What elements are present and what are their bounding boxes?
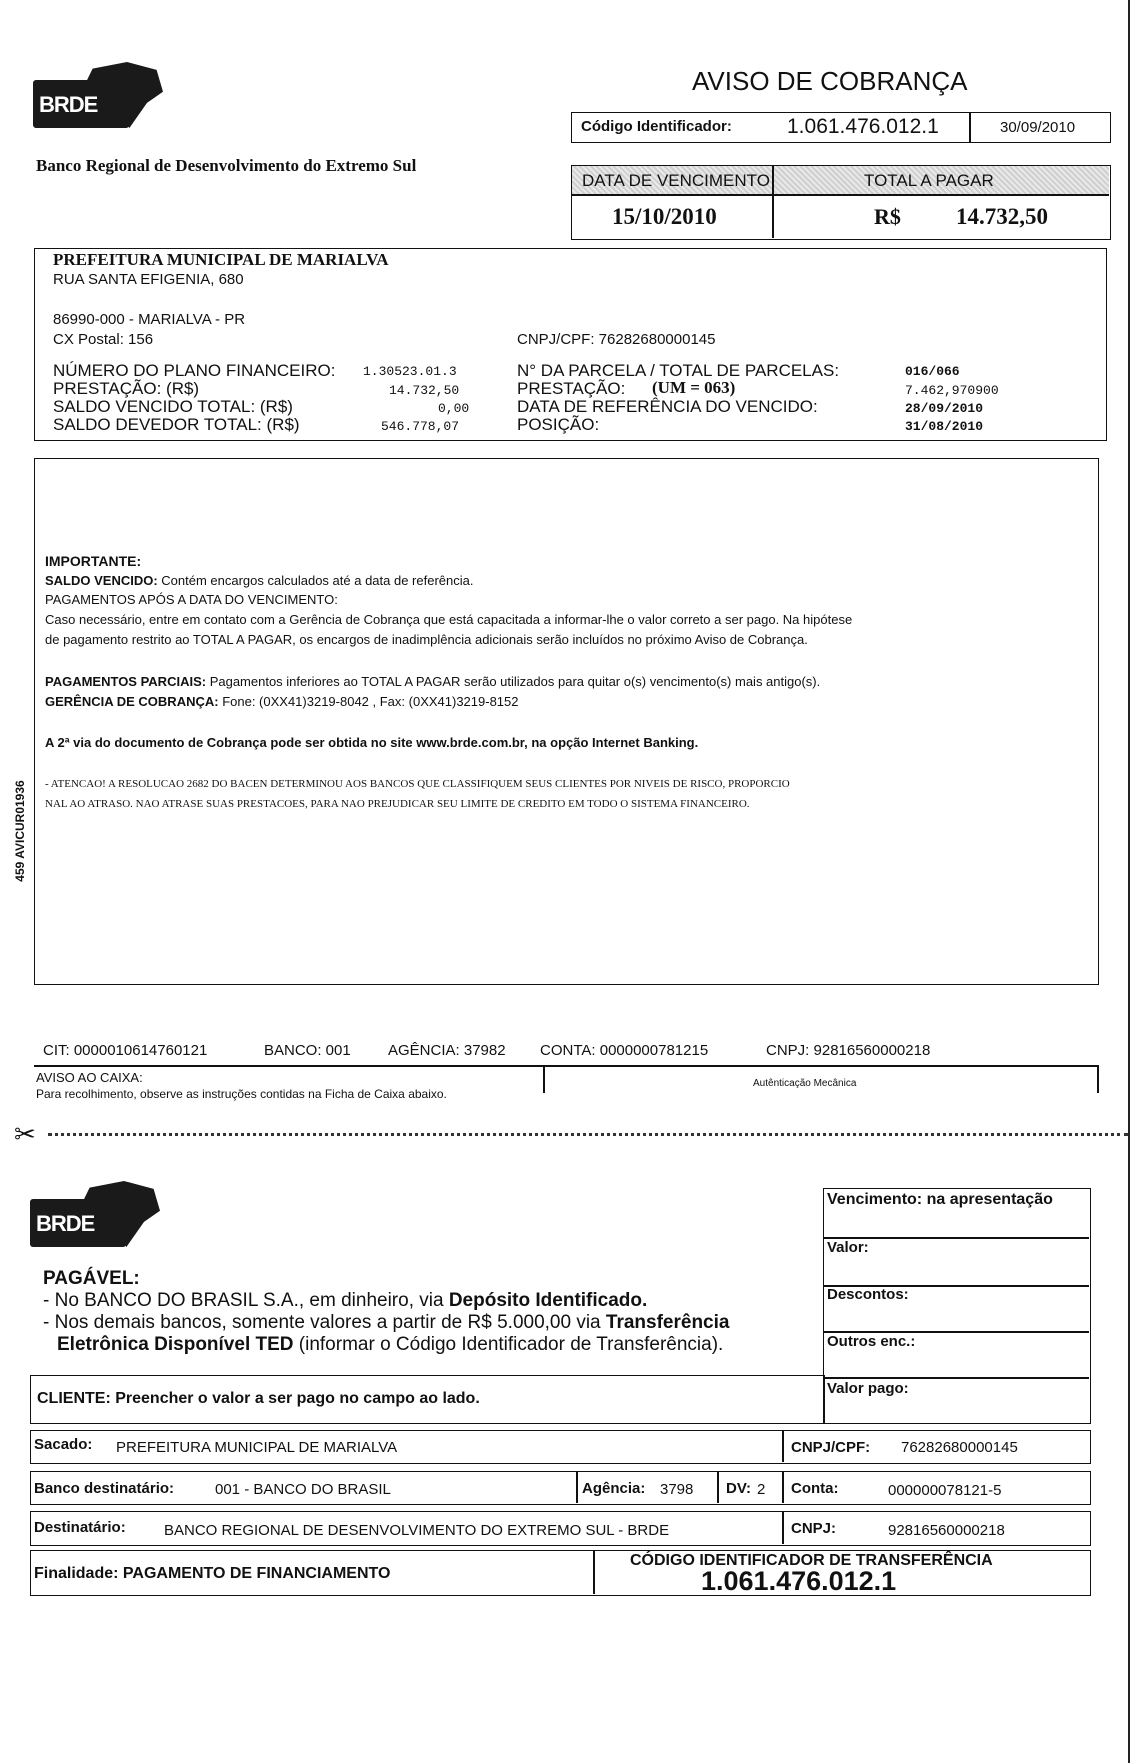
field-valor[interactable]: Valor: — [827, 1239, 869, 1256]
finance-label-saldo-devedor: SALDO DEVEDOR TOTAL: (R$) — [53, 415, 300, 434]
cut-line — [48, 1133, 1128, 1136]
finance-label-referencia: DATA DE REFERÊNCIA DO VENCIDO: — [517, 397, 818, 416]
notice-importante: IMPORTANTE: — [45, 553, 142, 569]
bank-conta: CONTA: 0000000781215 — [540, 1042, 709, 1059]
page-right-edge — [1128, 0, 1130, 1763]
finance-value-prestacao-um: 7.462,970900 — [905, 383, 999, 398]
codigo-transferencia-title: CÓDIGO IDENTIFICADOR DE TRANSFERÊNCIA — [630, 1552, 993, 1569]
pagavel-line-2: - Nos demais bancos, somente valores a partir de R$ 5.000,00 via Transferência — [43, 1312, 730, 1333]
notice-segunda-via: A 2ª via do documento de Cobrança pode ser obtida no site www.brde.com.br, na opção Internet Banking. — [45, 735, 699, 750]
bank-cnpj: CNPJ: 92816560000218 — [766, 1042, 931, 1059]
finance-value-prestacao: 14.732,50 — [389, 383, 460, 398]
field-outros-enc[interactable]: Outros enc.: — [827, 1333, 916, 1350]
brde-logo: BRDE — [33, 62, 161, 134]
finance-um: (UM = 063) — [652, 378, 736, 397]
autenticacao-mecanica: Autênticação Mecânica — [753, 1078, 857, 1089]
due-total-box — [571, 165, 1111, 240]
aviso-caixa-text: Para recolhimento, observe as instruções contidas na Ficha de Caixa abaixo. — [36, 1087, 447, 1101]
codigo-value: 1.061.476.012.1 — [787, 115, 939, 138]
field-vencimento: Vencimento: na apresentação — [827, 1191, 1053, 1208]
finance-label-prestacao-um: PRESTAÇÃO: — [517, 379, 626, 398]
brde-logo-slip: BRDE — [30, 1181, 158, 1253]
side-code: 459 AVICUR01936 — [13, 780, 27, 882]
codigo-transferencia-value: 1.061.476.012.1 — [701, 1566, 897, 1596]
client-city: 86990-000 - MARIALVA - PR — [53, 311, 246, 328]
sacado-value: PREFEITURA MUNICIPAL DE MARIALVA — [116, 1439, 398, 1456]
sacado-row: Sacado: PREFEITURA MUNICIPAL DE MARIALVA CNPJ/CPF: 76282680000145 — [30, 1430, 1091, 1464]
finalidade-text: Finalidade: PAGAMENTO DE FINANCIAMENTO — [34, 1565, 391, 1582]
banco-row: Banco destinatário: 001 - BANCO DO BRASIL Agência: 3798 DV: 2 Conta: 000000078121-5 — [30, 1471, 1091, 1505]
finance-value-parcela: 016/066 — [905, 364, 960, 379]
notice-apos: PAGAMENTOS APÓS A DATA DO VENCIMENTO: — [45, 592, 338, 607]
total-label: TOTAL A PAGAR — [864, 171, 994, 190]
bank-cit: CIT: 0000010614760121 — [43, 1042, 208, 1059]
client-box — [34, 248, 1107, 441]
finance-value-referencia: 28/09/2010 — [905, 401, 984, 416]
notice-box — [34, 458, 1099, 985]
aviso-caixa-top-line — [34, 1065, 1098, 1067]
client-name: PREFEITURA MUNICIPAL DE MARIALVA — [53, 250, 389, 269]
finance-value-plano: 1.30523.01.3 — [363, 364, 457, 379]
dv-value: 2 — [757, 1481, 766, 1498]
client-cxpostal: CX Postal: 156 — [53, 331, 154, 348]
destinatario-value: BANCO REGIONAL DE DESENVOLVIMENTO DO EXTREMO SUL - BRDE — [164, 1522, 670, 1539]
total-value: 14.732,50 — [956, 204, 1048, 229]
pagavel-line-3: Eletrônica Disponível TED (informar o Código Identificador de Transferência). — [57, 1334, 724, 1355]
finance-value-posicao: 31/08/2010 — [905, 419, 984, 434]
client-cnpj: CNPJ/CPF: 76282680000145 — [517, 331, 716, 348]
issue-date: 30/09/2010 — [1000, 119, 1076, 136]
banco-value: 001 - BANCO DO BRASIL — [215, 1481, 391, 1498]
notice-atencao-1: - ATENCAO! A RESOLUCAO 2682 DO BACEN DETERMINOU AOS BANCOS QUE CLASSIFIQUEM SEUS CLIENTES POR NIVEIS DE RISCO, PROPORCIO — [45, 778, 790, 790]
total-currency: R$ — [874, 204, 901, 229]
conta-value: 000000078121-5 — [888, 1482, 1002, 1499]
notice-gerencia: GERÊNCIA DE COBRANÇA: Fone: (0XX41)3219-8042 , Fax: (0XX41)3219-8152 — [45, 694, 519, 709]
finance-label-parcela: N° DA PARCELA / TOTAL DE PARCELAS: — [517, 361, 840, 380]
finance-label-plano: NÚMERO DO PLANO FINANCEIRO: — [53, 361, 336, 380]
vencimento-label: DATA DE VENCIMENTO — [582, 171, 770, 190]
agencia-value: 3798 — [660, 1481, 694, 1498]
aviso-caixa-divider — [543, 1065, 545, 1093]
finance-label-saldo-vencido: SALDO VENCIDO TOTAL: (R$) — [53, 397, 293, 416]
vencimento-value: 15/10/2010 — [612, 204, 717, 229]
destinatario-row: Destinatário: BANCO REGIONAL DE DESENVOLVIMENTO DO EXTREMO SUL - BRDE CNPJ: 92816560000218 — [30, 1511, 1091, 1546]
finalidade-row — [30, 1550, 1091, 1596]
notice-parciais: PAGAMENTOS PARCIAIS: Pagamentos inferiores ao TOTAL A PAGAR serão utilizados para quitar o(s) vencimento(s) mais antigo(s). — [45, 674, 821, 689]
pagavel-title: PAGÁVEL: — [43, 1268, 140, 1289]
notice-atencao-2: NAL AO ATRASO. NAO ATRASE SUAS PRESTACOES, PARA NAO PREJUDICAR SEU LIMITE DE CREDITO EM TODO O SISTEMA FINANCEIRO. — [45, 798, 750, 810]
bank-agencia: AGÊNCIA: 37982 — [388, 1042, 506, 1059]
sacado-cnpjcpf: 76282680000145 — [901, 1439, 1018, 1456]
notice-saldo: SALDO VENCIDO: Contém encargos calculados até a data de referência. — [45, 573, 474, 588]
finance-label-prestacao: PRESTAÇÃO: (R$) — [53, 379, 200, 398]
pagavel-line-1: - No BANCO DO BRASIL S.A., em dinheiro, via Depósito Identificado. — [43, 1290, 648, 1311]
page-title: AVISO DE COBRANÇA — [692, 66, 968, 96]
finance-label-posicao: POSIÇÃO: — [517, 415, 600, 434]
scissors-icon: ✂ — [14, 1120, 36, 1150]
codigo-box: Código Identificador: 1.061.476.012.1 30/09/2010 — [571, 112, 1111, 143]
field-descontos[interactable]: Descontos: — [827, 1286, 909, 1303]
finance-value-saldo-vencido: 0,00 — [438, 401, 470, 416]
cliente-box — [30, 1375, 825, 1424]
bank-banco: BANCO: 001 — [264, 1042, 351, 1059]
notice-caso-1: Caso necessário, entre em contato com a Gerência de Cobrança que está capacitada a informar-lhe o valor correto a ser pago. Na hipótese — [45, 612, 853, 627]
payment-fields-box — [823, 1188, 1091, 1424]
destinatario-cnpj: 92816560000218 — [888, 1522, 1005, 1539]
cliente-instruction: CLIENTE: Preencher o valor a ser pago no campo ao lado. — [37, 1390, 480, 1407]
finance-value-saldo-devedor: 546.778,07 — [381, 419, 460, 434]
bank-name: Banco Regional de Desenvolvimento do Extremo Sul — [36, 156, 417, 175]
notice-caso-2: de pagamento restrito ao TOTAL A PAGAR, os encargos de inadimplência adicionais serão incluídos no próximo Aviso de Cobrança. — [45, 632, 808, 647]
aviso-caixa-title: AVISO AO CAIXA: — [36, 1070, 143, 1085]
field-valor-pago[interactable]: Valor pago: — [827, 1380, 909, 1397]
client-street: RUA SANTA EFIGENIA, 680 — [53, 271, 244, 288]
